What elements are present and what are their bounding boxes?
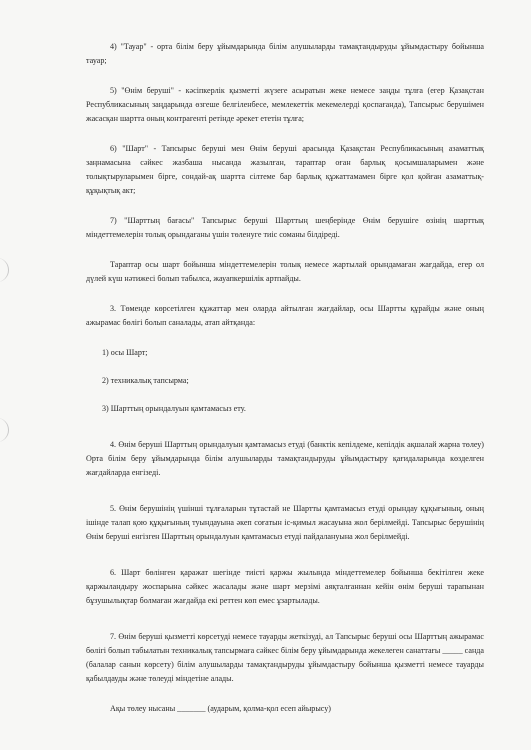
document-body bbox=[86, 40, 484, 732]
payment-form-line: Ақы төлеу нысаны _______ (аударым, қолма-қол есеп айырысу) bbox=[110, 704, 332, 713]
clause-3: 3. Төменде көрсетілген құжаттар мен оларда айтылған жағдайлар, осы Шартты құрайды және оның ажырамас бөлігі болып саналады, атап айтқанда: bbox=[86, 304, 484, 327]
clause-3-item-1: 1) осы Шарт; bbox=[102, 348, 148, 357]
definition-supplier: 5) "Өнім беруші" - кәсіпкерлік қызметті жүзеге асыратын жеке немесе заңды тұлға (егер Қазақстан Республикасының заңдарында өзгеше белгіленбесе, мемлекеттік мекемелерді қоспағанда), Тапсырыс берушімен жасасқан шартта оның контрагенті ретінде әрекет ететін тұлға; bbox=[86, 86, 484, 123]
clause-3-item-3: 3) Шарттың орындалуын қамтамасыз ету. bbox=[102, 404, 246, 413]
definition-goods: 4) "Тауар" - орта білім беру ұйымдарында білім алушыларды тамақтандыруды ұйымдастыру бойынша тауар; bbox=[86, 42, 484, 65]
punch-hole-mark bbox=[0, 418, 9, 442]
clause-6: 6. Шарт бөлінген қаражат шегінде тиісті қаржы жылында міндеттемелер бойынша бекітілген жеке қаржыландыру жоспарына сәйкес жасалады және шарт мерзімі аяқталғаннан кейін өнім беруші тарапынан бұзушылықтар болмаған жағдайда екі реттен көп емес ұзартылады. bbox=[86, 568, 484, 605]
definition-contract: 6) "Шарт" - Тапсырыс беруші мен Өнім беруші арасында Қазақстан Республикасының азаматтық заңнамасына сәйкес жазбаша нысанда жазылған, тараптар оған барлық қосымшаларымен және толықтыруларымен бірге, сондай-ақ шартта сілтеме бар барлық құжаттамамен бірге қол қойған азаматтық-құқықтық акт; bbox=[86, 144, 484, 195]
clause-3-item-2: 2) техникалық тапсырма; bbox=[102, 376, 189, 385]
punch-hole-mark bbox=[0, 258, 9, 282]
force-majeure-clause: Тараптар осы шарт бойынша міндеттемелерін толық немесе жартылай орындамаған жағдайда, егер ол дүлей күш нәтижесі болып табылса, жауапкершілік артпайды. bbox=[86, 260, 484, 283]
clause-7: 7. Өнім беруші қызметті көрсетуді немесе тауарды жеткізуді, ал Тапсырыс беруші осы Шарттың ажырамас бөлігі болып табылатын техникалық тапсырмаға сәйкес білім беру ұйымдарында жекелеген санаттағы _____ санда (балалар санын көрсету) білім алушыларды тамақтандыруды ұйымдастыру бойынша қызметті немесе тауарды қабылдауды және төлеуді міндетіне алады. bbox=[86, 632, 484, 683]
definition-contract-price: 7) "Шарттың бағасы" Тапсырыс беруші Шарттың шеңберінде Өнім берушіге өзінің шарттық міндеттемелерін толық орындағаны үшін төленуге тиіс соманы білдіреді. bbox=[86, 216, 484, 239]
clause-5: 5. Өнім берушінің үшінші тұлғаларын тұтастай не Шартты қамтамасыз етуді орындау құқығының, оның ішінде талап қою құқығының туындауына әкеп соғатын іс-қимыл жасауына жол берілмейді. Тапсырыс берушінің Өнім беруші енгізген Шарттың орындалуын қамтамасыз етуді пайдалануына жол берілмейді. bbox=[86, 504, 484, 541]
clause-4: 4. Өнім беруші Шарттың орындалуын қамтамасыз етуді (банктік кепілдеме, кепілдік ақшалай жарна төлеу) Орта білім беру ұйымдарында білім алушыларды тамақтандыруды ұйымдастыру қағидаларында көзделген жағдайларда енгізеді. bbox=[86, 440, 484, 477]
